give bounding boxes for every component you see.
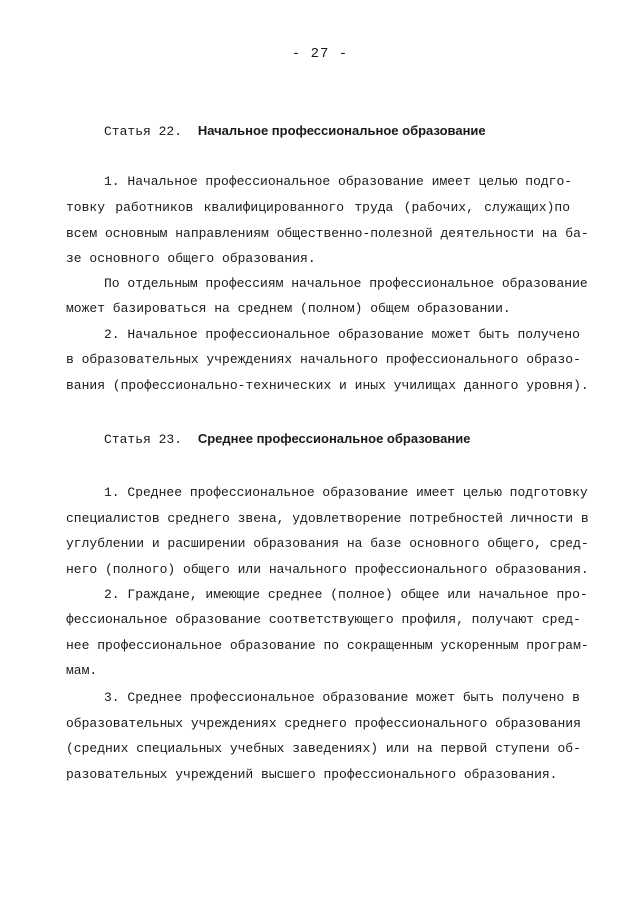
article-23-label: Статья 23. [104,432,183,447]
article-22-line-4: зе основного общего образования. [66,251,316,266]
article-22-line-1: 1. Начальное профессиональное образование имеет целью подго- [104,174,573,189]
article-23-line-8: мам. [66,663,98,678]
article-22-line-5: По отдельным профессиям начальное профессиональное образование [104,276,588,291]
article-23-line-9: 3. Среднее профессиональное образование может быть получено в [104,690,580,705]
article-23-line-10: образовательных учреждениях среднего профессионального образования [66,716,581,731]
article-23-heading [104,431,470,447]
article-23-line-3: углублении и расширении образования на базе основного общего, сред- [66,536,589,551]
article-22-line-9: вания (профессионально-технических и иных училищах данного уровня). [66,378,589,393]
article-23-line-7: нее профессиональное образование по сокращенным ускоренным програм- [66,638,589,653]
article-22-label: Статья 22. [104,124,183,139]
article-23-line-2: специалистов среднего звена, удовлетворение потребностей личности в [66,511,589,526]
article-22-line-2: товку работников квалифицированного труда (рабочих, служащих)по [66,200,570,215]
article-23-line-12: разовательных учреждений высшего профессионального образования. [66,767,558,782]
article-22-line-7: 2. Начальное профессиональное образование может быть получено [104,327,580,342]
article-23-line-1: 1. Среднее профессиональное образование имеет целью подготовку [104,485,588,500]
article-22-heading [104,123,486,139]
article-22-title: Начальное профессиональное образование [197,123,486,138]
article-22-line-6: может базироваться на среднем (полном) общем образовании. [66,301,511,316]
article-22-line-8: в образовательных учреждениях начального профессионального образо- [66,352,581,367]
article-23-title: Среднее профессиональное образование [197,431,471,446]
article-23-line-11: (средних специальных учебных заведениях) или на первой ступени об- [66,741,581,756]
article-23-line-5: 2. Граждане, имеющие среднее (полное) общее или начальное про- [104,587,588,602]
article-23-line-4: него (полного) общего или начального профессионального образования. [66,562,589,577]
article-22-line-3: всем основным направлениям общественно-полезной деятельности на ба- [66,226,589,241]
article-23-line-6: фессиональное образование соответствующего профиля, получают сред- [66,612,581,627]
page-number: - 27 - [291,46,349,62]
